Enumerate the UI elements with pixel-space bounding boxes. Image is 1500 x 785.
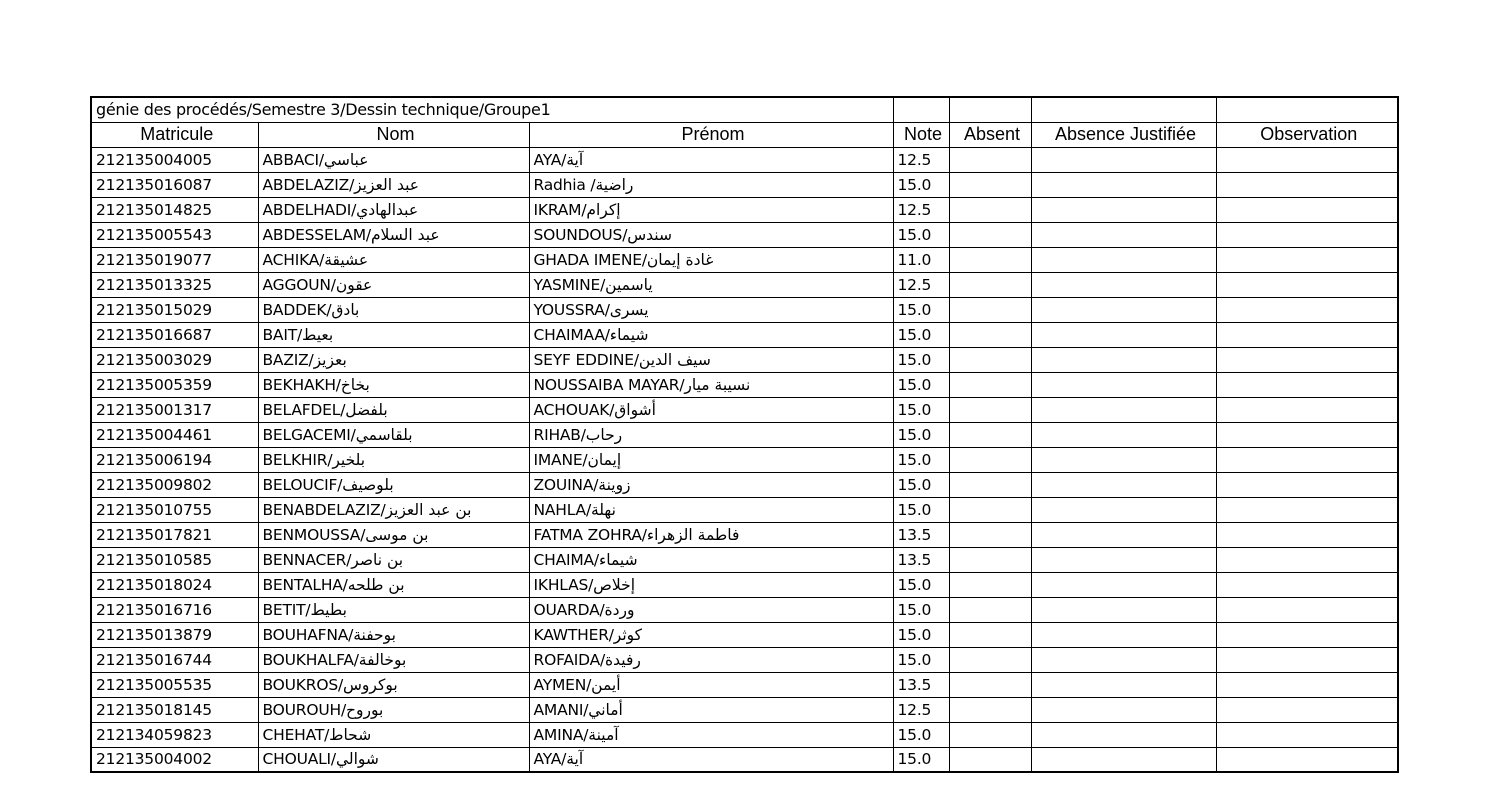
matricule-cell: 212135010585 bbox=[91, 547, 258, 572]
nom-cell: CHEHAT/شحاط bbox=[258, 722, 529, 747]
note-cell: 13.5 bbox=[893, 547, 949, 572]
table-row bbox=[91, 622, 1398, 647]
absence-justifiee-cell bbox=[1031, 547, 1216, 572]
absent-cell bbox=[949, 547, 1031, 572]
observation-cell bbox=[1216, 647, 1398, 672]
absence-justifiee-cell bbox=[1031, 197, 1216, 222]
observation-cell bbox=[1216, 747, 1398, 772]
matricule-cell: 212135001317 bbox=[91, 397, 258, 422]
matricule-cell: 212135003029 bbox=[91, 347, 258, 372]
nom-cell: BENTALHA/بن طلحه bbox=[258, 572, 529, 597]
absent-cell bbox=[949, 747, 1031, 772]
note-cell: 15.0 bbox=[893, 372, 949, 397]
absence-justifiee-cell bbox=[1031, 697, 1216, 722]
table-row bbox=[91, 322, 1398, 347]
nom-cell: BEKHAKH/بخاخ bbox=[258, 372, 529, 397]
observation-cell bbox=[1216, 397, 1398, 422]
observation-cell bbox=[1216, 297, 1398, 322]
absent-cell bbox=[949, 372, 1031, 397]
matricule-cell: 212135019077 bbox=[91, 247, 258, 272]
prenom-cell: SEYF EDDINE/سيف الدين bbox=[529, 347, 893, 372]
matricule-cell: 212135005359 bbox=[91, 372, 258, 397]
table-row bbox=[91, 297, 1398, 322]
nom-cell: CHOUALI/شوالي bbox=[258, 747, 529, 772]
nom-cell: BENMOUSSA/بن موسى bbox=[258, 522, 529, 547]
nom-cell: BAZIZ/بعزيز bbox=[258, 347, 529, 372]
note-cell: 15.0 bbox=[893, 322, 949, 347]
absent-cell bbox=[949, 597, 1031, 622]
table-row bbox=[91, 372, 1398, 397]
absence-justifiee-cell bbox=[1031, 722, 1216, 747]
table-row bbox=[91, 572, 1398, 597]
observation-cell bbox=[1216, 422, 1398, 447]
observation-cell bbox=[1216, 497, 1398, 522]
nom-cell: BELGACEMI/بلقاسمي bbox=[258, 422, 529, 447]
nom-cell: BOUKHALFA/بوخالفة bbox=[258, 647, 529, 672]
absence-justifiee-cell bbox=[1031, 347, 1216, 372]
note-cell: 12.5 bbox=[893, 197, 949, 222]
prenom-cell: NAHLA/نهلة bbox=[529, 497, 893, 522]
nom-cell: ABDESSELAM/عبد السلام bbox=[258, 222, 529, 247]
note-cell: 15.0 bbox=[893, 622, 949, 647]
title-row bbox=[91, 97, 1398, 122]
nom-cell: ABDELHADI/عبدالهادي bbox=[258, 197, 529, 222]
absent-cell bbox=[949, 697, 1031, 722]
note-cell: 12.5 bbox=[893, 697, 949, 722]
table-row bbox=[91, 247, 1398, 272]
table-body bbox=[91, 147, 1398, 772]
absence-justifiee-cell bbox=[1031, 622, 1216, 647]
absent-cell bbox=[949, 247, 1031, 272]
title-row-empty-cell bbox=[893, 97, 949, 122]
absence-justifiee-cell bbox=[1031, 322, 1216, 347]
matricule-cell: 212135016744 bbox=[91, 647, 258, 672]
observation-cell bbox=[1216, 697, 1398, 722]
absence-justifiee-cell bbox=[1031, 497, 1216, 522]
table-row bbox=[91, 447, 1398, 472]
table-row bbox=[91, 197, 1398, 222]
nom-cell: BETIT/بطيط bbox=[258, 597, 529, 622]
observation-cell bbox=[1216, 372, 1398, 397]
absent-cell bbox=[949, 322, 1031, 347]
prenom-cell: FATMA ZOHRA/فاطمة الزهراء bbox=[529, 522, 893, 547]
nom-cell: BADDEK/بادق bbox=[258, 297, 529, 322]
absence-justifiee-cell bbox=[1031, 297, 1216, 322]
nom-cell: ABBACI/عباسي bbox=[258, 147, 529, 172]
note-cell: 11.0 bbox=[893, 247, 949, 272]
absent-cell bbox=[949, 422, 1031, 447]
absence-justifiee-cell bbox=[1031, 172, 1216, 197]
matricule-cell: 212135014825 bbox=[91, 197, 258, 222]
absent-cell bbox=[949, 272, 1031, 297]
matricule-cell: 212135013325 bbox=[91, 272, 258, 297]
matricule-cell: 212135015029 bbox=[91, 297, 258, 322]
observation-cell bbox=[1216, 222, 1398, 247]
prenom-cell: GHADA IMENE/غادة إيمان bbox=[529, 247, 893, 272]
absence-justifiee-cell bbox=[1031, 647, 1216, 672]
prenom-cell: AMINA/آمينة bbox=[529, 722, 893, 747]
matricule-cell: 212135018024 bbox=[91, 572, 258, 597]
absence-justifiee-cell bbox=[1031, 147, 1216, 172]
table-row bbox=[91, 647, 1398, 672]
note-cell: 15.0 bbox=[893, 447, 949, 472]
note-cell: 15.0 bbox=[893, 472, 949, 497]
note-cell: 15.0 bbox=[893, 422, 949, 447]
matricule-cell: 212135004002 bbox=[91, 747, 258, 772]
nom-cell: BENABDELAZIZ/بن عبد العزيز bbox=[258, 497, 529, 522]
table-row bbox=[91, 697, 1398, 722]
absence-justifiee-cell bbox=[1031, 672, 1216, 697]
observation-cell bbox=[1216, 572, 1398, 597]
nom-cell: BOUROUH/بوروح bbox=[258, 697, 529, 722]
absent-cell bbox=[949, 672, 1031, 697]
prenom-cell: YOUSSRA/يسرى bbox=[529, 297, 893, 322]
observation-cell bbox=[1216, 522, 1398, 547]
prenom-cell: NOUSSAIBA MAYAR/نسيبة ميار bbox=[529, 372, 893, 397]
note-cell: 13.5 bbox=[893, 672, 949, 697]
absent-cell bbox=[949, 447, 1031, 472]
observation-cell bbox=[1216, 347, 1398, 372]
matricule-cell: 212135010755 bbox=[91, 497, 258, 522]
nom-cell: BOUHAFNA/بوحفنة bbox=[258, 622, 529, 647]
prenom-cell: ZOUINA/زوينة bbox=[529, 472, 893, 497]
note-cell: 15.0 bbox=[893, 722, 949, 747]
absent-cell bbox=[949, 497, 1031, 522]
observation-cell bbox=[1216, 597, 1398, 622]
prenom-cell: KAWTHER/كوثر bbox=[529, 622, 893, 647]
table-row bbox=[91, 672, 1398, 697]
note-cell: 15.0 bbox=[893, 222, 949, 247]
absent-cell bbox=[949, 622, 1031, 647]
note-cell: 15.0 bbox=[893, 297, 949, 322]
matricule-cell: 212135005535 bbox=[91, 672, 258, 697]
table-row bbox=[91, 422, 1398, 447]
absence-justifiee-cell bbox=[1031, 372, 1216, 397]
prenom-cell: ACHOUAK/أشواق bbox=[529, 397, 893, 422]
absence-justifiee-cell bbox=[1031, 522, 1216, 547]
matricule-cell: 212135009802 bbox=[91, 472, 258, 497]
title-row-empty-cell bbox=[1216, 97, 1398, 122]
matricule-cell: 212135016087 bbox=[91, 172, 258, 197]
header-row bbox=[91, 122, 1398, 147]
observation-cell bbox=[1216, 547, 1398, 572]
nom-cell: BENNACER/بن ناصر bbox=[258, 547, 529, 572]
note-cell: 12.5 bbox=[893, 272, 949, 297]
absent-cell bbox=[949, 222, 1031, 247]
observation-cell bbox=[1216, 322, 1398, 347]
column-header-prenom: Prénom bbox=[529, 122, 893, 147]
prenom-cell: SOUNDOUS/سندس bbox=[529, 222, 893, 247]
table-row bbox=[91, 472, 1398, 497]
note-cell: 15.0 bbox=[893, 747, 949, 772]
matricule-cell: 212135004461 bbox=[91, 422, 258, 447]
absent-cell bbox=[949, 647, 1031, 672]
table-row bbox=[91, 747, 1398, 772]
absent-cell bbox=[949, 722, 1031, 747]
prenom-cell: IKHLAS/إخلاص bbox=[529, 572, 893, 597]
note-cell: 13.5 bbox=[893, 522, 949, 547]
prenom-cell: CHAIMA/شيماء bbox=[529, 547, 893, 572]
observation-cell bbox=[1216, 447, 1398, 472]
column-header-observation: Observation bbox=[1216, 122, 1398, 147]
observation-cell bbox=[1216, 622, 1398, 647]
table-row bbox=[91, 397, 1398, 422]
table-row bbox=[91, 547, 1398, 572]
absent-cell bbox=[949, 197, 1031, 222]
observation-cell bbox=[1216, 172, 1398, 197]
grades-table bbox=[90, 96, 1399, 773]
title-row-empty-cell bbox=[949, 97, 1031, 122]
absent-cell bbox=[949, 297, 1031, 322]
column-header-absence-justifiee: Absence Justifiée bbox=[1031, 122, 1216, 147]
table-row bbox=[91, 172, 1398, 197]
prenom-cell: Radhia /راضية bbox=[529, 172, 893, 197]
absent-cell bbox=[949, 572, 1031, 597]
document-title: génie des procédés/Semestre 3/Dessin technique/Groupe1 bbox=[91, 97, 893, 122]
table-row bbox=[91, 497, 1398, 522]
table-row bbox=[91, 597, 1398, 622]
nom-cell: BELKHIR/بلخير bbox=[258, 447, 529, 472]
observation-cell bbox=[1216, 722, 1398, 747]
nom-cell: BELOUCIF/بلوصيف bbox=[258, 472, 529, 497]
observation-cell bbox=[1216, 247, 1398, 272]
absent-cell bbox=[949, 472, 1031, 497]
note-cell: 15.0 bbox=[893, 172, 949, 197]
absent-cell bbox=[949, 347, 1031, 372]
table-row bbox=[91, 272, 1398, 297]
note-cell: 15.0 bbox=[893, 597, 949, 622]
absence-justifiee-cell bbox=[1031, 472, 1216, 497]
title-row-empty-cell bbox=[1031, 97, 1216, 122]
absence-justifiee-cell bbox=[1031, 397, 1216, 422]
table-row bbox=[91, 347, 1398, 372]
note-cell: 15.0 bbox=[893, 347, 949, 372]
prenom-cell: AYMEN/أيمن bbox=[529, 672, 893, 697]
nom-cell: BELAFDEL/بلفضل bbox=[258, 397, 529, 422]
prenom-cell: AMANI/أماني bbox=[529, 697, 893, 722]
absent-cell bbox=[949, 397, 1031, 422]
matricule-cell: 212135017821 bbox=[91, 522, 258, 547]
prenom-cell: YASMINE/ياسمين bbox=[529, 272, 893, 297]
prenom-cell: RIHAB/رحاب bbox=[529, 422, 893, 447]
note-cell: 15.0 bbox=[893, 572, 949, 597]
prenom-cell: CHAIMAA/شيماء bbox=[529, 322, 893, 347]
prenom-cell: AYA/آية bbox=[529, 147, 893, 172]
observation-cell bbox=[1216, 147, 1398, 172]
absence-justifiee-cell bbox=[1031, 447, 1216, 472]
note-cell: 15.0 bbox=[893, 497, 949, 522]
absence-justifiee-cell bbox=[1031, 597, 1216, 622]
absence-justifiee-cell bbox=[1031, 222, 1216, 247]
absent-cell bbox=[949, 172, 1031, 197]
table-row bbox=[91, 147, 1398, 172]
column-header-matricule: Matricule bbox=[91, 122, 258, 147]
matricule-cell: 212134059823 bbox=[91, 722, 258, 747]
nom-cell: BOUKROS/بوكروس bbox=[258, 672, 529, 697]
nom-cell: ACHIKA/عشيقة bbox=[258, 247, 529, 272]
prenom-cell: ROFAIDA/رفيدة bbox=[529, 647, 893, 672]
absent-cell bbox=[949, 522, 1031, 547]
column-header-absent: Absent bbox=[949, 122, 1031, 147]
matricule-cell: 212135016716 bbox=[91, 597, 258, 622]
observation-cell bbox=[1216, 197, 1398, 222]
note-cell: 15.0 bbox=[893, 647, 949, 672]
note-cell: 12.5 bbox=[893, 147, 949, 172]
matricule-cell: 212135016687 bbox=[91, 322, 258, 347]
prenom-cell: IMANE/إيمان bbox=[529, 447, 893, 472]
absence-justifiee-cell bbox=[1031, 422, 1216, 447]
matricule-cell: 212135004005 bbox=[91, 147, 258, 172]
absence-justifiee-cell bbox=[1031, 272, 1216, 297]
note-cell: 15.0 bbox=[893, 397, 949, 422]
nom-cell: BAIT/بعيط bbox=[258, 322, 529, 347]
observation-cell bbox=[1216, 272, 1398, 297]
absence-justifiee-cell bbox=[1031, 747, 1216, 772]
matricule-cell: 212135013879 bbox=[91, 622, 258, 647]
observation-cell bbox=[1216, 472, 1398, 497]
nom-cell: AGGOUN/عقون bbox=[258, 272, 529, 297]
matricule-cell: 212135018145 bbox=[91, 697, 258, 722]
table-row bbox=[91, 522, 1398, 547]
column-header-note: Note bbox=[893, 122, 949, 147]
prenom-cell: OUARDA/وردة bbox=[529, 597, 893, 622]
observation-cell bbox=[1216, 672, 1398, 697]
prenom-cell: IKRAM/إكرام bbox=[529, 197, 893, 222]
matricule-cell: 212135005543 bbox=[91, 222, 258, 247]
column-header-nom: Nom bbox=[258, 122, 529, 147]
absent-cell bbox=[949, 147, 1031, 172]
table-row bbox=[91, 722, 1398, 747]
absence-justifiee-cell bbox=[1031, 247, 1216, 272]
nom-cell: ABDELAZIZ/عبد العزيز bbox=[258, 172, 529, 197]
absence-justifiee-cell bbox=[1031, 572, 1216, 597]
matricule-cell: 212135006194 bbox=[91, 447, 258, 472]
table-row bbox=[91, 222, 1398, 247]
prenom-cell: AYA/آية bbox=[529, 747, 893, 772]
